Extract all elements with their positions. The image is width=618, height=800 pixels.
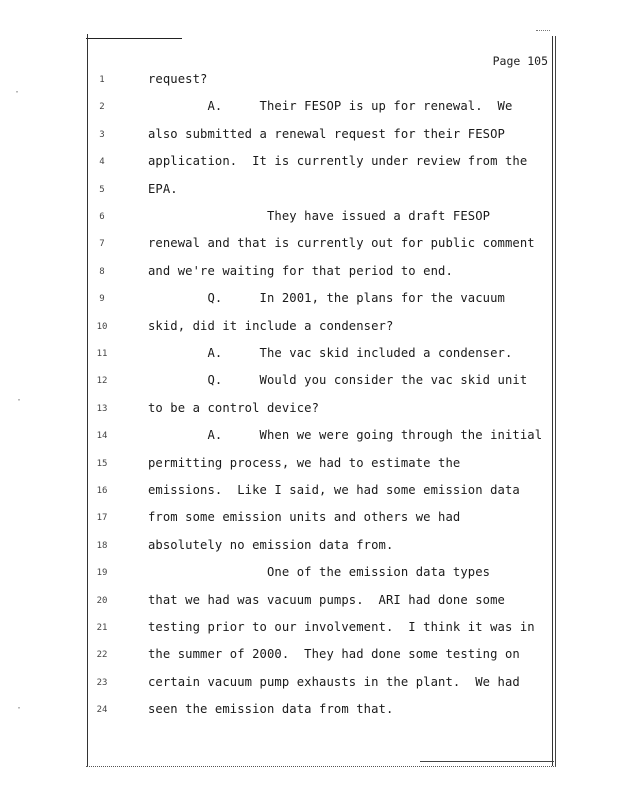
line-number: 16 xyxy=(96,486,108,496)
transcript-line xyxy=(0,127,618,147)
line-text: absolutely no emission data from. xyxy=(148,537,394,552)
line-number: 6 xyxy=(99,212,105,222)
line-number: 5 xyxy=(99,184,105,195)
transcript-line xyxy=(0,373,618,393)
line-number: 19 xyxy=(96,568,108,579)
scan-speck: · xyxy=(16,395,23,406)
line-number: 4 xyxy=(99,157,105,168)
transcript-line xyxy=(0,236,618,256)
transcript-line xyxy=(0,72,618,92)
transcript-line xyxy=(0,702,618,722)
line-text: Q. In 2001, the plans for the vacuum xyxy=(148,291,505,306)
transcript-line xyxy=(0,154,618,174)
line-number: 22 xyxy=(96,650,108,661)
line-number: 7 xyxy=(99,239,105,250)
line-text: and we're waiting for that period to end. xyxy=(148,263,453,278)
transcript-line xyxy=(0,209,618,229)
line-number: 2 xyxy=(99,102,105,113)
transcript-line xyxy=(0,483,618,503)
line-text: testing prior to our involvement. I think it was in xyxy=(148,620,535,634)
line-text: to be a control device? xyxy=(148,400,320,415)
line-number: 23 xyxy=(96,677,108,688)
line-number: 11 xyxy=(96,349,108,359)
line-text: application. It is currently under review from the xyxy=(148,154,528,169)
transcript-line xyxy=(0,565,618,585)
line-number: 3 xyxy=(99,129,105,140)
transcript-line xyxy=(0,510,618,530)
line-text: emissions. Like I said, we had some emission data xyxy=(148,483,520,497)
line-text: seen the emission data from that. xyxy=(148,702,394,717)
transcript-line xyxy=(0,593,618,613)
line-number: 10 xyxy=(96,321,108,332)
line-text: certain vacuum pump exhausts in the plant. We had xyxy=(148,674,520,689)
line-number: 13 xyxy=(96,403,108,414)
line-text: skid, did it include a condenser? xyxy=(148,318,394,333)
transcript-line xyxy=(0,99,618,119)
bottom-rule-short xyxy=(420,761,554,762)
line-text: from some emission units and others we had xyxy=(148,510,461,525)
top-rule xyxy=(86,38,182,39)
line-text: A. Their FESOP is up for renewal. We xyxy=(148,99,513,114)
line-text: Q. Would you consider the vac skid unit xyxy=(148,373,528,388)
transcript-line xyxy=(0,647,618,667)
line-number: 18 xyxy=(96,540,108,551)
line-number: 8 xyxy=(99,266,105,277)
line-number: 21 xyxy=(96,623,108,633)
line-text: also submitted a renewal request for their FESOP xyxy=(148,126,505,141)
line-text: A. The vac skid included a condenser. xyxy=(148,346,513,360)
line-text: A. When we were going through the initial xyxy=(148,428,543,443)
page-number: Page 105 xyxy=(492,54,548,68)
line-text: the summer of 2000. They had done some testing on xyxy=(148,647,520,662)
line-number: 12 xyxy=(96,376,108,387)
transcript-line xyxy=(0,182,618,202)
line-text: permitting process, we had to estimate the xyxy=(148,455,461,470)
line-number: 24 xyxy=(96,705,108,716)
transcript-line xyxy=(0,401,618,421)
bottom-rule xyxy=(86,766,556,767)
line-number: 1 xyxy=(99,75,105,85)
line-number: 17 xyxy=(96,513,108,524)
line-number: 9 xyxy=(99,294,105,305)
transcript-line xyxy=(0,264,618,284)
transcript-line xyxy=(0,428,618,448)
line-number: 15 xyxy=(96,458,108,469)
line-text: renewal and that is currently out for public comment xyxy=(148,236,535,251)
line-text: One of the emission data types xyxy=(148,565,491,580)
scan-speck: · xyxy=(14,87,21,98)
transcript-line xyxy=(0,291,618,311)
line-number: 20 xyxy=(96,595,108,606)
line-text: They have issued a draft FESOP xyxy=(148,209,491,223)
transcript-line xyxy=(0,675,618,695)
line-text: EPA. xyxy=(148,181,178,196)
line-text: that we had was vacuum pumps. ARI had done some xyxy=(148,592,505,607)
transcript-line xyxy=(0,538,618,558)
transcript-line xyxy=(0,620,618,640)
scan-speck: · xyxy=(16,703,23,714)
transcript-line xyxy=(0,319,618,339)
transcript-line xyxy=(0,456,618,476)
top-corner-mark xyxy=(536,30,550,31)
line-text: request? xyxy=(148,72,208,86)
line-number: 14 xyxy=(96,431,108,442)
transcript-line xyxy=(0,346,618,366)
